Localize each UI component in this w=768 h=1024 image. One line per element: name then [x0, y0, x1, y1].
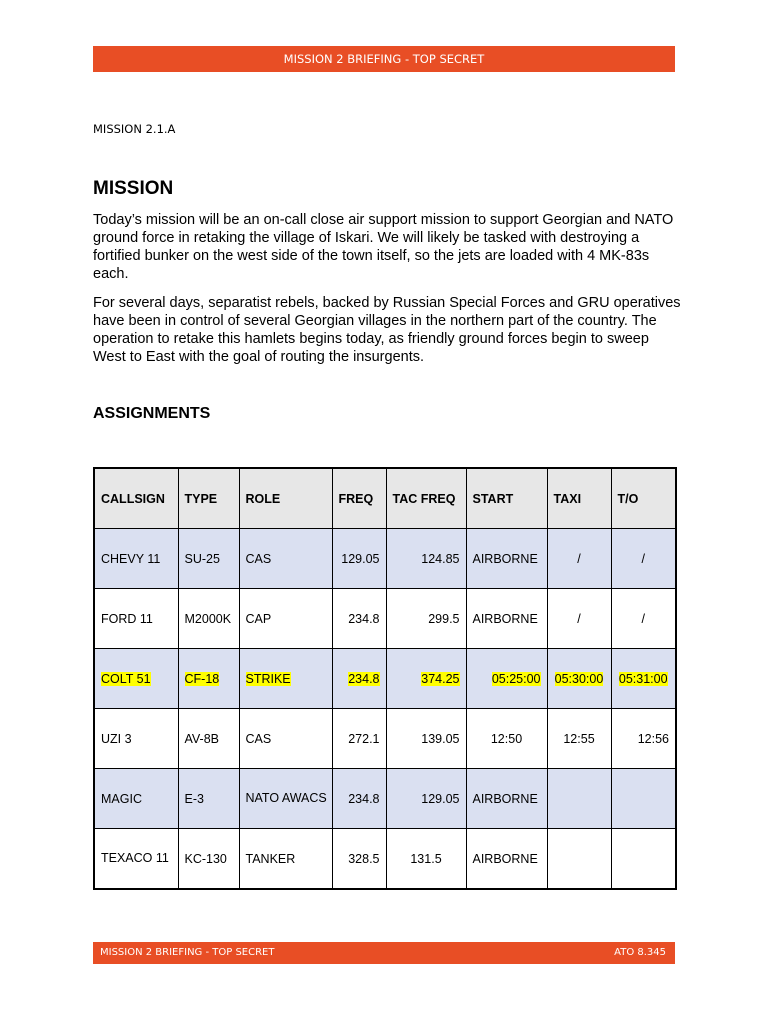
assignments-table: [93, 467, 677, 890]
cell-callsign: CHEVY 11: [94, 529, 178, 589]
cell-role: CAP: [239, 589, 332, 649]
cell-start: AIRBORNE: [466, 769, 547, 829]
cell-taxi: 12:55: [547, 709, 611, 769]
cell-taxi: /: [547, 589, 611, 649]
cell-callsign: [94, 649, 178, 709]
column-header-callsign: CALLSIGN: [94, 468, 178, 529]
column-header-start: START: [466, 468, 547, 529]
cell-role: [239, 769, 332, 829]
cell-callsign: FORD 11: [94, 589, 178, 649]
cell-taxi: [547, 649, 611, 709]
table-header-row: [94, 468, 676, 529]
column-header-freq: FREQ: [332, 468, 386, 529]
cell-to: /: [611, 589, 676, 649]
footer-ato-number: ATO 8.345: [614, 947, 666, 958]
cell-to: [611, 829, 676, 890]
highlighted-text: STRIKE: [245, 671, 291, 686]
table-row-texaco-11: [94, 829, 676, 890]
cell-role: CAS: [239, 709, 332, 769]
role-text: NATO AWACS: [245, 791, 327, 805]
page-footer-bar: [93, 942, 675, 964]
cell-freq: 234.8: [332, 769, 386, 829]
footer-title: MISSION 2 BRIEFING - TOP SECRET: [100, 947, 275, 958]
cell-type: E-3: [178, 769, 239, 829]
table-row-uzi-3: [94, 709, 676, 769]
highlighted-text: CF-18: [184, 671, 220, 686]
cell-freq: 328.5: [332, 829, 386, 890]
cell-to: [611, 769, 676, 829]
page-header-bar: [93, 46, 675, 72]
column-header-taxi: TAXI: [547, 468, 611, 529]
column-header-type: TYPE: [178, 468, 239, 529]
cell-type: M2000K: [178, 589, 239, 649]
highlighted-text: 05:25:00: [491, 671, 541, 686]
assignments-heading: ASSIGNMENTS: [93, 405, 211, 422]
cell-tac-freq: [386, 649, 466, 709]
highlighted-text: 234.8: [348, 671, 380, 686]
highlighted-text: 05:31:00: [618, 671, 668, 686]
cell-tac-freq: 129.05: [386, 769, 466, 829]
cell-callsign: [94, 829, 178, 890]
table-row-magic: [94, 769, 676, 829]
highlighted-text: 05:30:00: [554, 671, 604, 686]
cell-freq: [332, 649, 386, 709]
cell-start: AIRBORNE: [466, 829, 547, 890]
table-row-chevy-11: [94, 529, 676, 589]
mission-paragraph-1: Today’s mission will be an on-call close air support mission to support Georgian and NATO ground force in retaking the village of Iskari. We will likely be tasked with destroying a fortified bunker on the west side of the town itself, so the jets are loaded with 4 MK-83s each.: [93, 212, 674, 282]
cell-type: AV-8B: [178, 709, 239, 769]
cell-freq: 234.8: [332, 589, 386, 649]
cell-start: AIRBORNE: [466, 589, 547, 649]
cell-role: [239, 649, 332, 709]
cell-taxi: /: [547, 529, 611, 589]
cell-tac-freq: 299.5: [386, 589, 466, 649]
header-title: MISSION 2 BRIEFING - TOP SECRET: [283, 52, 485, 66]
cell-role: CAS: [239, 529, 332, 589]
table-row-colt-51: [94, 649, 676, 709]
cell-start: [466, 649, 547, 709]
cell-taxi: [547, 829, 611, 890]
highlighted-text: COLT 51: [101, 671, 151, 686]
cell-tac-freq: 124.85: [386, 529, 466, 589]
cell-type: KC-130: [178, 829, 239, 890]
mission-heading: MISSION: [93, 178, 174, 199]
cell-to: 12:56: [611, 709, 676, 769]
cell-callsign: UZI 3: [94, 709, 178, 769]
cell-type: [178, 649, 239, 709]
cell-callsign: MAGIC: [94, 769, 178, 829]
column-header-role: ROLE: [239, 468, 332, 529]
cell-start: 12:50: [466, 709, 547, 769]
mission-paragraph-2: For several days, separatist rebels, backed by Russian Special Forces and GRU operatives have been in control of several Georgian villages in the northern part of the country. The operation to retake this hamlets begins today, as friendly ground forces begin to sweep West to East with the goal of routing the insurgents.: [93, 295, 681, 365]
cell-start: AIRBORNE: [466, 529, 547, 589]
cell-to: /: [611, 529, 676, 589]
cell-tac-freq: 131.5: [386, 829, 466, 890]
mission-id: MISSION 2.1.A: [93, 122, 176, 136]
column-header-to: T/O: [611, 468, 676, 529]
highlighted-text: 374.25: [421, 671, 460, 686]
column-header-tac-freq: TAC FREQ: [386, 468, 466, 529]
table-row-ford-11: [94, 589, 676, 649]
cell-to: [611, 649, 676, 709]
cell-type: SU-25: [178, 529, 239, 589]
cell-role: TANKER: [239, 829, 332, 890]
cell-freq: 129.05: [332, 529, 386, 589]
callsign-text: TEXACO 11: [101, 851, 169, 865]
cell-tac-freq: 139.05: [386, 709, 466, 769]
cell-freq: 272.1: [332, 709, 386, 769]
cell-taxi: [547, 769, 611, 829]
